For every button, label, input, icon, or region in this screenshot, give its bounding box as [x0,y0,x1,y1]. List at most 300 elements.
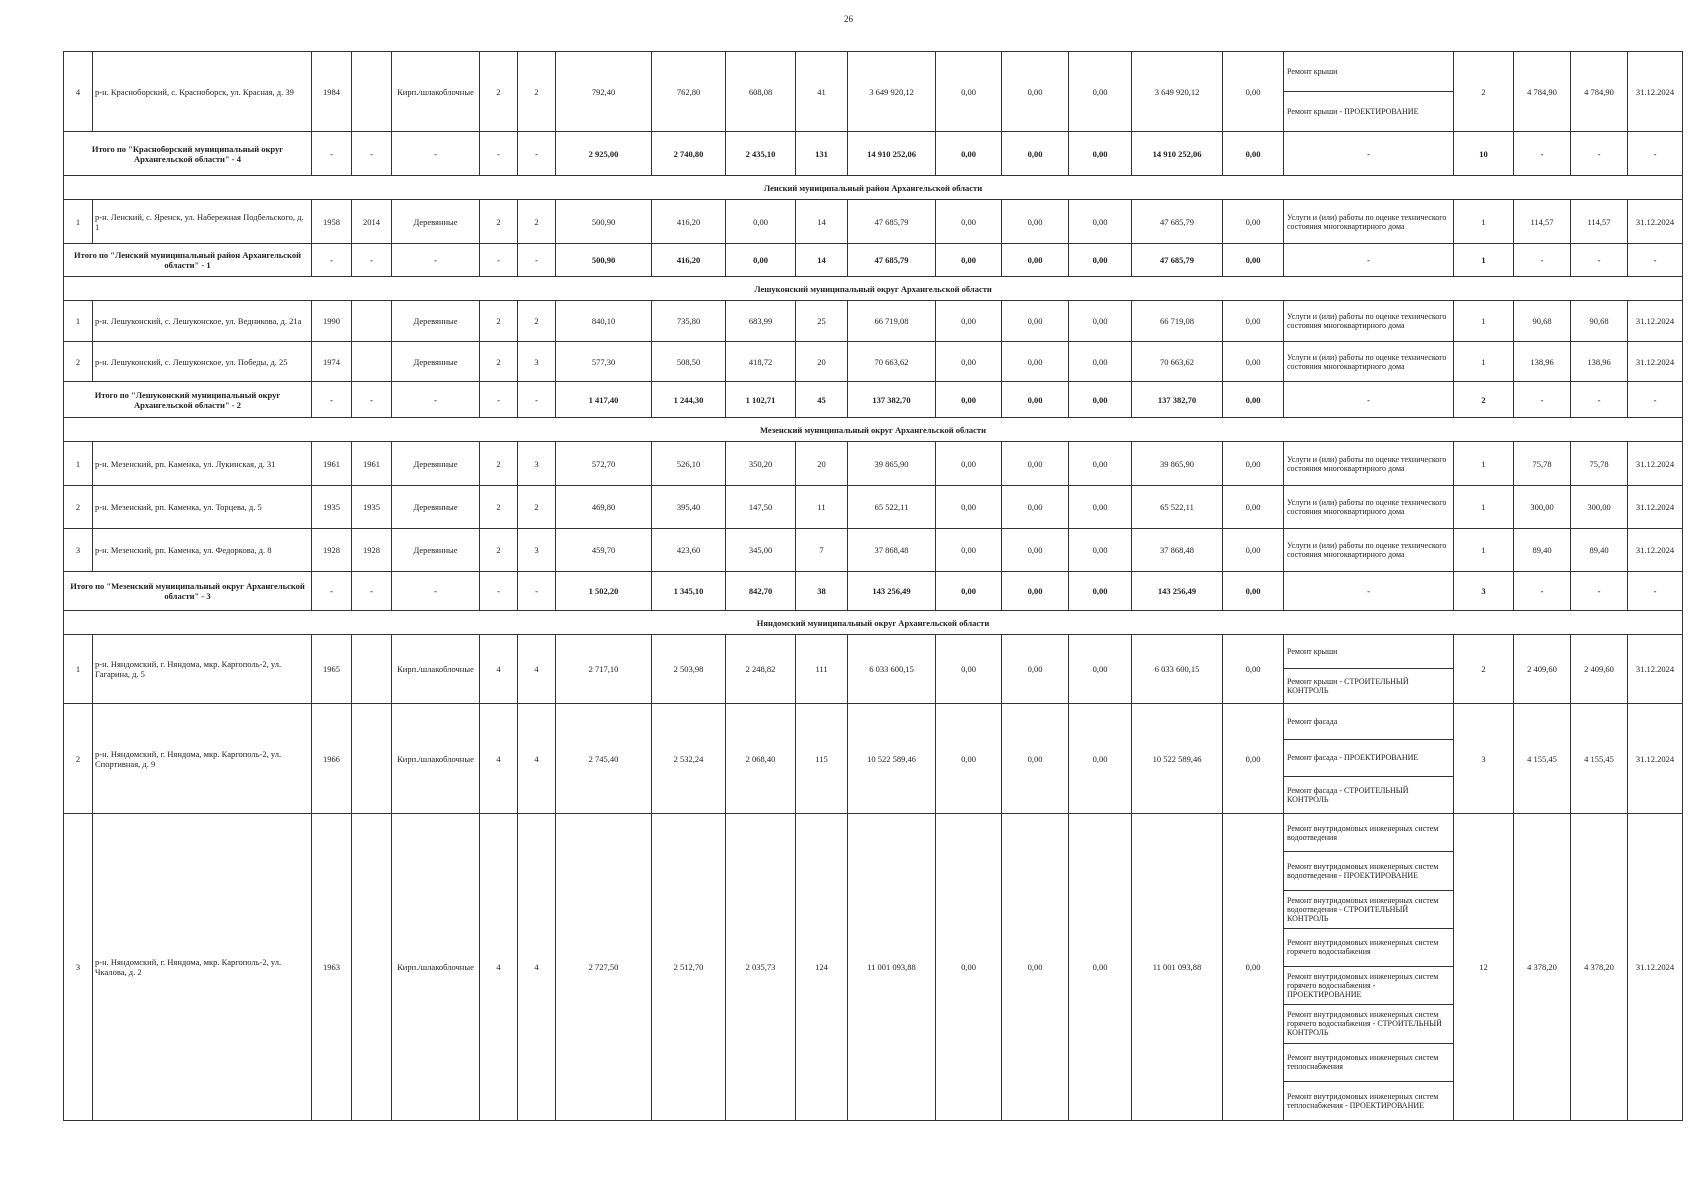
cell-max-cost-sqm: 4 155,45 [1571,704,1628,814]
cell-fund-other: 0,00 [1223,814,1284,1121]
cell-area-res-owned: 418,72 [726,342,796,382]
cell-area-res-owned: 2 035,73 [726,814,796,1121]
cell-area-total: 1 502,20 [556,572,652,611]
cell-wall: Кирп./шлакоблочные [392,52,480,132]
work-item: Услуги и (или) работы по оценке технического состояния многоквартирного дома [1287,541,1447,559]
cell-area-res: 2 503,98 [652,635,726,704]
cell-num: 1 [64,301,93,342]
cell-fund-other: 0,00 [1223,301,1284,342]
cell-works [1284,529,1454,572]
cell-num: 3 [64,529,93,572]
cell-residents: 38 [796,572,848,611]
cell-area-total: 792,40 [556,52,652,132]
cell-cost-sqm: 138,96 [1514,342,1571,382]
cell-works: - [1284,572,1454,611]
cell-address: р-н. Ленский, с. Яренск, ул. Набережная Подбельского, д. 1 [93,200,312,244]
cell-fund-reg: 0,00 [1002,635,1069,704]
cell-cost-sqm: 4 784,90 [1514,52,1571,132]
subtotal-row [64,382,1683,418]
cell-cost-total: 14 910 252,06 [848,132,936,176]
section-header-row [64,176,1683,200]
cell-wall: Деревянные [392,529,480,572]
cell-max-cost-sqm: - [1571,382,1628,418]
cell-address: р-н. Лешуконский, с. Лешуконское, ул. Победы, д. 25 [93,342,312,382]
cell-date: - [1628,572,1683,611]
cell-floors: - [480,244,518,277]
cell-year-built: - [312,244,352,277]
cell-year-built: 1928 [312,529,352,572]
cell-fund-fed: 0,00 [936,342,1002,382]
cell-residents: 7 [796,529,848,572]
cell-works [1284,814,1454,1121]
cell-work-count: 1 [1454,486,1514,529]
cell-area-res: 395,40 [652,486,726,529]
cell-floors: 4 [480,635,518,704]
cell-fund-owners: 143 256,49 [1132,572,1223,611]
cell-max-cost-sqm: 4 378,20 [1571,814,1628,1121]
cell-fund-owners: 65 522,11 [1132,486,1223,529]
work-item: Услуги и (или) работы по оценке технического состояния многоквартирного дома [1287,498,1447,516]
cell-fund-local: 0,00 [1069,635,1132,704]
cell-wall: - [392,572,480,611]
cell-entrances: 4 [518,635,556,704]
cell-fund-fed: 0,00 [936,814,1002,1121]
cell-date: 31.12.2024 [1628,814,1683,1121]
cell-fund-other: 0,00 [1223,635,1284,704]
subtotal-label: Итого по "Мезенский муниципальный округ Архангельской области" - 3 [64,572,312,611]
cell-fund-fed: 0,00 [936,301,1002,342]
cell-works [1284,486,1454,529]
cell-fund-fed: 0,00 [936,442,1002,486]
cell-fund-owners: 66 719,08 [1132,301,1223,342]
cell-residents: 14 [796,200,848,244]
cell-work-count: 3 [1454,572,1514,611]
cell-wall: Деревянные [392,200,480,244]
cell-wall: Деревянные [392,442,480,486]
cell-area-total: 500,90 [556,200,652,244]
cell-area-total: 572,70 [556,442,652,486]
cell-fund-fed: 0,00 [936,704,1002,814]
cell-wall: Кирп./шлакоблочные [392,635,480,704]
cell-area-res-owned: 350,20 [726,442,796,486]
cell-entrances: - [518,244,556,277]
cell-year-built: 1963 [312,814,352,1121]
cell-date: 31.12.2024 [1628,342,1683,382]
cell-year-reno: 1935 [352,486,392,529]
cell-cost-total: 6 033 600,15 [848,635,936,704]
house-row [64,486,1683,529]
cell-area-res: 2 740,80 [652,132,726,176]
cell-cost-total: 39 865,90 [848,442,936,486]
cell-cost-sqm: 4 378,20 [1514,814,1571,1121]
cell-fund-reg: 0,00 [1002,486,1069,529]
house-row [64,529,1683,572]
cell-area-total: 577,30 [556,342,652,382]
work-item: Ремонт внутридомовых инженерных систем горячего водоснабжения - СТРОИТЕЛЬНЫЙ КОНТРОЛЬ [1284,1005,1453,1043]
cell-address: р-н. Няндомский, г. Няндома, мкр. Каргополь-2, ул. Спортивная, д. 9 [93,704,312,814]
cell-fund-reg: 0,00 [1002,342,1069,382]
cell-works [1284,704,1454,814]
cell-floors: 2 [480,301,518,342]
cell-entrances: - [518,132,556,176]
page-number: 26 [844,14,853,24]
cell-area-res: 2 532,24 [652,704,726,814]
cell-year-reno: - [352,572,392,611]
cell-fund-reg: 0,00 [1002,814,1069,1121]
cell-area-res-owned: 2 435,10 [726,132,796,176]
work-item: Услуги и (или) работы по оценке технического состояния многоквартирного дома [1287,312,1447,330]
cell-num: 2 [64,486,93,529]
cell-cost-sqm: 4 155,45 [1514,704,1571,814]
cell-area-res: 735,80 [652,301,726,342]
cell-year-built: 1966 [312,704,352,814]
cell-max-cost-sqm: 89,40 [1571,529,1628,572]
cell-area-total: 2 925,00 [556,132,652,176]
cell-entrances: 2 [518,486,556,529]
section-header-row [64,611,1683,635]
cell-max-cost-sqm: - [1571,244,1628,277]
cell-fund-local: 0,00 [1069,486,1132,529]
cell-fund-local: 0,00 [1069,382,1132,418]
cell-floors: 2 [480,200,518,244]
cell-work-count: 12 [1454,814,1514,1121]
cell-date: 31.12.2024 [1628,635,1683,704]
cell-cost-sqm: 2 409,60 [1514,635,1571,704]
cell-fund-local: 0,00 [1069,244,1132,277]
cell-residents: 124 [796,814,848,1121]
cell-cost-total: 47 685,79 [848,244,936,277]
cell-fund-other: 0,00 [1223,486,1284,529]
work-item: Ремонт крыши - СТРОИТЕЛЬНЫЙ КОНТРОЛЬ [1287,677,1409,695]
cell-max-cost-sqm: 300,00 [1571,486,1628,529]
cell-entrances: 3 [518,529,556,572]
section-title: Няндомский муниципальный округ Архангельской области [64,611,1683,635]
cell-max-cost-sqm: - [1571,572,1628,611]
cell-year-reno: - [352,382,392,418]
work-item: Ремонт внутридомовых инженерных систем горячего водоснабжения - ПРОЕКТИРОВАНИЕ [1284,967,1453,1005]
cell-fund-reg: 0,00 [1002,704,1069,814]
cell-area-res: 416,20 [652,244,726,277]
cell-fund-owners: 47 685,79 [1132,244,1223,277]
section-header-row [64,418,1683,442]
cell-cost-sqm: - [1514,382,1571,418]
cell-address: р-н. Няндомский, г. Няндома, мкр. Каргополь-2, ул. Гагарина, д. 5 [93,635,312,704]
cell-entrances: - [518,572,556,611]
cell-cost-total: 143 256,49 [848,572,936,611]
work-item: Ремонт внутридомовых инженерных систем теплоснабжения [1284,1044,1453,1082]
cell-num: 2 [64,704,93,814]
cell-work-count: 1 [1454,301,1514,342]
cell-work-count: 10 [1454,132,1514,176]
cell-area-total: 840,10 [556,301,652,342]
cell-fund-fed: 0,00 [936,52,1002,132]
cell-cost-total: 47 685,79 [848,200,936,244]
cell-entrances: - [518,382,556,418]
cell-max-cost-sqm: 75,78 [1571,442,1628,486]
cell-cost-total: 66 719,08 [848,301,936,342]
cell-fund-fed: 0,00 [936,529,1002,572]
house-row [64,442,1683,486]
cell-address: р-н. Лешуконский, с. Лешуконское, ул. Ведникова, д. 21а [93,301,312,342]
cell-floors: 4 [480,704,518,814]
cell-date: - [1628,132,1683,176]
cell-residents: 20 [796,442,848,486]
cell-year-reno: 1928 [352,529,392,572]
cell-fund-fed: 0,00 [936,486,1002,529]
cell-wall: Деревянные [392,342,480,382]
cell-max-cost-sqm: 90,68 [1571,301,1628,342]
cell-area-res: 526,10 [652,442,726,486]
cell-fund-reg: 0,00 [1002,442,1069,486]
cell-fund-local: 0,00 [1069,814,1132,1121]
cell-works: - [1284,382,1454,418]
cell-fund-owners: 11 001 093,88 [1132,814,1223,1121]
cell-works: - [1284,132,1454,176]
cell-max-cost-sqm: 138,96 [1571,342,1628,382]
cell-cost-sqm: 114,57 [1514,200,1571,244]
work-item: Ремонт крыши - ПРОЕКТИРОВАНИЕ [1287,106,1419,116]
cell-work-count: 2 [1454,635,1514,704]
cell-date: 31.12.2024 [1628,442,1683,486]
cell-area-total: 2 745,40 [556,704,652,814]
work-item: Ремонт внутридомовых инженерных систем горячего водоснабжения [1284,929,1453,967]
cell-fund-local: 0,00 [1069,132,1132,176]
cell-fund-fed: 0,00 [936,132,1002,176]
cell-year-reno: 1961 [352,442,392,486]
cell-floors: 2 [480,486,518,529]
cell-area-res: 508,50 [652,342,726,382]
house-row [64,200,1683,244]
cell-area-res: 416,20 [652,200,726,244]
cell-entrances: 3 [518,342,556,382]
cell-residents: 131 [796,132,848,176]
cell-floors: 2 [480,342,518,382]
work-item: Ремонт фасада [1284,704,1453,740]
cell-area-res: 1 244,30 [652,382,726,418]
cell-year-reno: - [352,132,392,176]
cell-area-res: 2 512,70 [652,814,726,1121]
cell-year-reno: - [352,244,392,277]
cell-fund-local: 0,00 [1069,704,1132,814]
cell-fund-other: 0,00 [1223,132,1284,176]
cell-date: - [1628,382,1683,418]
cell-fund-reg: 0,00 [1002,382,1069,418]
cell-area-total: 2 727,50 [556,814,652,1121]
cell-fund-reg: 0,00 [1002,200,1069,244]
cell-wall: Кирп./шлакоблочные [392,814,480,1121]
cell-area-res: 762,80 [652,52,726,132]
cell-residents: 111 [796,635,848,704]
cell-cost-total: 10 522 589,46 [848,704,936,814]
cell-floors: 2 [480,52,518,132]
cell-fund-owners: 10 522 589,46 [1132,704,1223,814]
cell-fund-other: 0,00 [1223,244,1284,277]
house-row [64,52,1683,132]
subtotal-label: Итого по "Красноборский муниципальный округ Архангельской области" - 4 [64,132,312,176]
work-item: Ремонт крыши [1284,52,1453,92]
cell-residents: 115 [796,704,848,814]
cell-num: 4 [64,52,93,132]
cell-date: - [1628,244,1683,277]
cell-area-res-owned: 608,08 [726,52,796,132]
cell-fund-owners: 39 865,90 [1132,442,1223,486]
cell-floors: - [480,382,518,418]
section-title: Мезенский муниципальный округ Архангельской области [64,418,1683,442]
cell-max-cost-sqm: 114,57 [1571,200,1628,244]
cell-work-count: 2 [1454,382,1514,418]
cell-cost-sqm: - [1514,132,1571,176]
cell-cost-total: 65 522,11 [848,486,936,529]
cell-date: 31.12.2024 [1628,486,1683,529]
cell-cost-sqm: 75,78 [1514,442,1571,486]
cell-work-count: 3 [1454,704,1514,814]
work-item: Ремонт внутридомовых инженерных систем водоотведения - СТРОИТЕЛЬНЫЙ КОНТРОЛЬ [1284,891,1453,929]
cell-wall: Деревянные [392,301,480,342]
cell-fund-reg: 0,00 [1002,572,1069,611]
work-item: Услуги и (или) работы по оценке технического состояния многоквартирного дома [1287,212,1447,231]
cell-date: 31.12.2024 [1628,301,1683,342]
cell-cost-total: 137 382,70 [848,382,936,418]
cell-fund-other: 0,00 [1223,572,1284,611]
cell-year-built: 1984 [312,52,352,132]
cell-year-built: 1974 [312,342,352,382]
cell-floors: 2 [480,442,518,486]
section-title: Лешуконский муниципальный округ Архангельской области [64,277,1683,301]
cell-area-total: 459,70 [556,529,652,572]
cell-wall: - [392,132,480,176]
cell-num: 1 [64,635,93,704]
cell-residents: 41 [796,52,848,132]
cell-fund-other: 0,00 [1223,382,1284,418]
cell-fund-local: 0,00 [1069,301,1132,342]
cell-fund-reg: 0,00 [1002,529,1069,572]
cell-cost-total: 11 001 093,88 [848,814,936,1121]
cell-area-res-owned: 147,50 [726,486,796,529]
subtotal-row [64,244,1683,277]
cell-num: 3 [64,814,93,1121]
cell-wall: - [392,382,480,418]
cell-floors: 2 [480,529,518,572]
cell-area-res: 1 345,10 [652,572,726,611]
cell-work-count: 1 [1454,529,1514,572]
cell-year-reno [352,301,392,342]
cell-date: 31.12.2024 [1628,200,1683,244]
cell-fund-fed: 0,00 [936,382,1002,418]
cell-year-reno [352,52,392,132]
cell-fund-local: 0,00 [1069,529,1132,572]
cell-area-res-owned: 0,00 [726,244,796,277]
cell-fund-local: 0,00 [1069,200,1132,244]
cell-fund-other: 0,00 [1223,200,1284,244]
cell-year-reno [352,704,392,814]
cell-area-res-owned: 842,70 [726,572,796,611]
cell-area-res-owned: 0,00 [726,200,796,244]
cell-year-built: 1961 [312,442,352,486]
work-item: Ремонт внутридомовых инженерных систем водоотведения - ПРОЕКТИРОВАНИЕ [1284,852,1453,890]
cell-address: р-н. Няндомский, г. Няндома, мкр. Каргополь-2, ул. Чкалова, д. 2 [93,814,312,1121]
cell-year-reno [352,814,392,1121]
cell-fund-reg: 0,00 [1002,301,1069,342]
cell-num: 2 [64,342,93,382]
cell-fund-local: 0,00 [1069,572,1132,611]
cell-wall: - [392,244,480,277]
cell-cost-sqm: - [1514,572,1571,611]
cell-work-count: 1 [1454,244,1514,277]
cell-floors: - [480,132,518,176]
cell-work-count: 1 [1454,442,1514,486]
cell-fund-other: 0,00 [1223,704,1284,814]
cell-area-total: 1 417,40 [556,382,652,418]
cell-year-built: - [312,132,352,176]
cell-year-reno [352,635,392,704]
cell-date: 31.12.2024 [1628,704,1683,814]
cell-cost-total: 37 868,48 [848,529,936,572]
cell-work-count: 1 [1454,200,1514,244]
cell-works: - [1284,244,1454,277]
cell-cost-sqm: 89,40 [1514,529,1571,572]
subtotal-label: Итого по "Лешуконский муниципальный округ Архангельской области" - 2 [64,382,312,418]
section-title: Ленский муниципальный район Архангельской области [64,176,1683,200]
cell-residents: 14 [796,244,848,277]
cell-entrances: 2 [518,200,556,244]
cell-fund-owners: 3 649 920,12 [1132,52,1223,132]
cell-fund-other: 0,00 [1223,342,1284,382]
cell-fund-local: 0,00 [1069,442,1132,486]
cell-cost-total: 3 649 920,12 [848,52,936,132]
cell-area-res: 423,60 [652,529,726,572]
subtotal-row [64,572,1683,611]
cell-wall: Кирп./шлакоблочные [392,704,480,814]
cell-year-built: - [312,382,352,418]
cell-work-count: 1 [1454,342,1514,382]
cell-works [1284,301,1454,342]
cell-fund-owners: 137 382,70 [1132,382,1223,418]
cell-entrances: 4 [518,704,556,814]
cell-cost-total: 70 663,62 [848,342,936,382]
cell-num: 1 [64,442,93,486]
cell-fund-reg: 0,00 [1002,132,1069,176]
work-item: Ремонт фасада - ПРОЕКТИРОВАНИЕ [1284,740,1453,776]
work-item: Ремонт фасада - СТРОИТЕЛЬНЫЙ КОНТРОЛЬ [1287,785,1409,804]
cell-fund-reg: 0,00 [1002,52,1069,132]
cell-work-count: 2 [1454,52,1514,132]
cell-fund-local: 0,00 [1069,342,1132,382]
cell-fund-other: 0,00 [1223,442,1284,486]
cell-fund-fed: 0,00 [936,635,1002,704]
cell-area-res-owned: 1 102,71 [726,382,796,418]
cell-cost-sqm: 90,68 [1514,301,1571,342]
cell-num: 1 [64,200,93,244]
subtotal-label: Итого по "Ленский муниципальный район Архангельской области" - 1 [64,244,312,277]
cell-year-reno [352,342,392,382]
cell-area-res-owned: 345,00 [726,529,796,572]
cell-year-built: 1990 [312,301,352,342]
cell-works [1284,635,1454,704]
cell-entrances: 2 [518,301,556,342]
cell-fund-local: 0,00 [1069,52,1132,132]
cell-area-res-owned: 2 248,82 [726,635,796,704]
cell-wall: Деревянные [392,486,480,529]
cell-cost-sqm: 300,00 [1514,486,1571,529]
cell-fund-fed: 0,00 [936,200,1002,244]
cell-works [1284,342,1454,382]
cell-year-built: 1958 [312,200,352,244]
cell-residents: 11 [796,486,848,529]
cell-year-built: - [312,572,352,611]
cell-entrances: 2 [518,52,556,132]
cell-year-reno: 2014 [352,200,392,244]
cell-max-cost-sqm: 4 784,90 [1571,52,1628,132]
